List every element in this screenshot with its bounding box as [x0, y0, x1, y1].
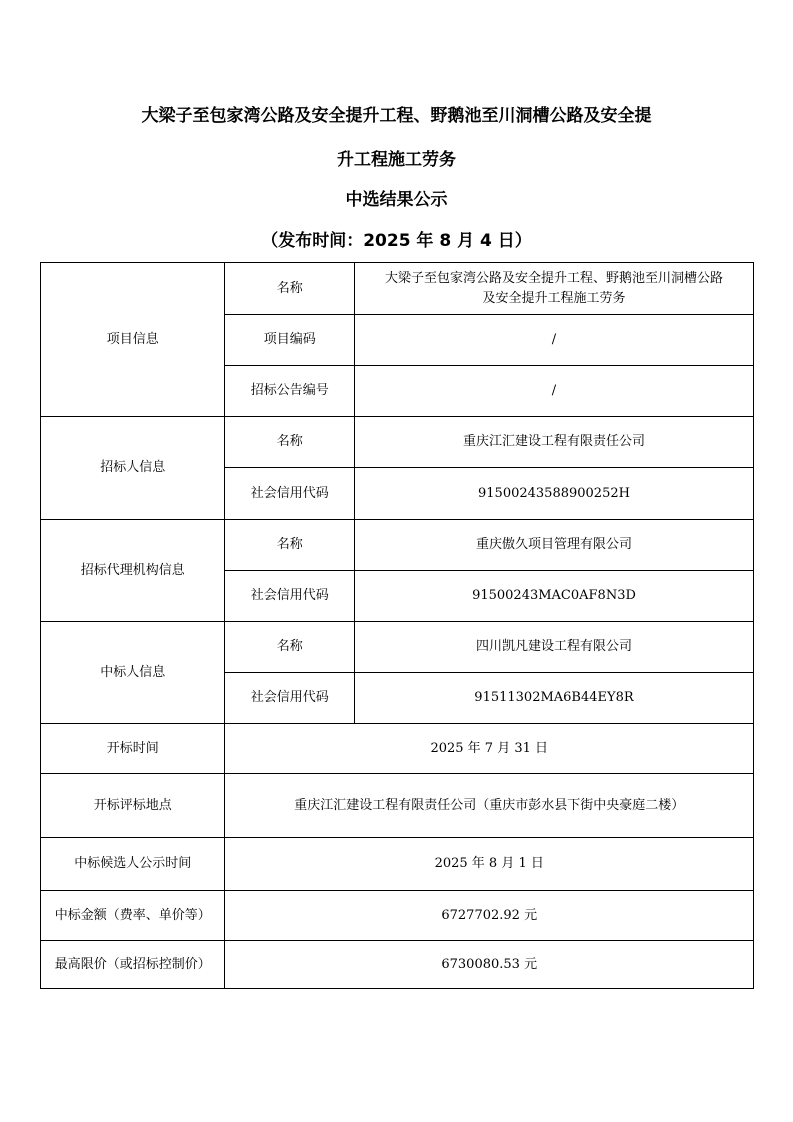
document-title-line2: 升工程施工劳务 [337, 150, 456, 170]
table-row [41, 724, 754, 774]
table-row [41, 891, 754, 941]
notice-number-label: 招标公告编号 [225, 366, 355, 417]
location-label: 开标评标地点 [41, 774, 225, 838]
table-row [41, 520, 754, 571]
winner-name-value: 四川凯凡建设工程有限公司 [354, 622, 753, 673]
agency-name-value: 重庆傲久项目管理有限公司 [354, 520, 753, 571]
winning-amount-label: 中标金额（费率、单价等） [41, 891, 225, 941]
project-code-label: 项目编码 [225, 315, 355, 366]
project-name-line1: 大梁子至包家湾公路及安全提升工程、野鹅池至川洞槽公路 [384, 270, 723, 286]
document-title-line1: 大梁子至包家湾公路及安全提升工程、野鹅池至川洞槽公路及安全提 [141, 106, 652, 126]
max-price-value: 6730080.53 元 [225, 941, 754, 989]
agency-info-header: 招标代理机构信息 [41, 520, 225, 622]
tenderer-name-value: 重庆江汇建设工程有限责任公司 [354, 417, 753, 468]
project-info-header: 项目信息 [41, 263, 225, 417]
publicity-time-label: 中标候选人公示时间 [41, 838, 225, 891]
tenderer-credit-label: 社会信用代码 [225, 468, 355, 520]
winner-info-header: 中标人信息 [41, 622, 225, 724]
project-name-value [354, 263, 753, 315]
agency-credit-value: 91500243MAC0AF8N3D [354, 571, 753, 622]
open-time-label: 开标时间 [41, 724, 225, 774]
result-table [40, 262, 754, 989]
winner-credit-value: 91511302MA6B44EY8R [354, 673, 753, 724]
agency-credit-label: 社会信用代码 [225, 571, 355, 622]
table-row [41, 838, 754, 891]
project-name-label: 名称 [225, 263, 355, 315]
table-row [41, 417, 754, 468]
table-row [41, 774, 754, 838]
document-subtitle: 中选结果公示 [345, 190, 448, 210]
tenderer-name-label: 名称 [225, 417, 355, 468]
max-price-label: 最高限价（或招标控制价） [41, 941, 225, 989]
winning-amount-value: 6727702.92 元 [225, 891, 754, 941]
tenderer-credit-value: 91500243588900252H [354, 468, 753, 520]
agency-name-label: 名称 [225, 520, 355, 571]
location-value: 重庆江汇建设工程有限责任公司（重庆市彭水县下街中央豪庭二楼） [225, 774, 754, 838]
project-name-line2: 及安全提升工程施工劳务 [482, 290, 626, 306]
table-row [41, 263, 754, 315]
open-time-value: 2025 年 7 月 31 日 [225, 724, 754, 774]
table-row [41, 622, 754, 673]
tenderer-info-header: 招标人信息 [41, 417, 225, 520]
notice-number-value: / [354, 366, 753, 417]
table-row [41, 941, 754, 989]
publish-date: （发布时间：2025 年 8 月 4 日） [261, 231, 532, 251]
winner-credit-label: 社会信用代码 [225, 673, 355, 724]
winner-name-label: 名称 [225, 622, 355, 673]
project-code-value: / [354, 315, 753, 366]
publicity-time-value: 2025 年 8 月 1 日 [225, 838, 754, 891]
